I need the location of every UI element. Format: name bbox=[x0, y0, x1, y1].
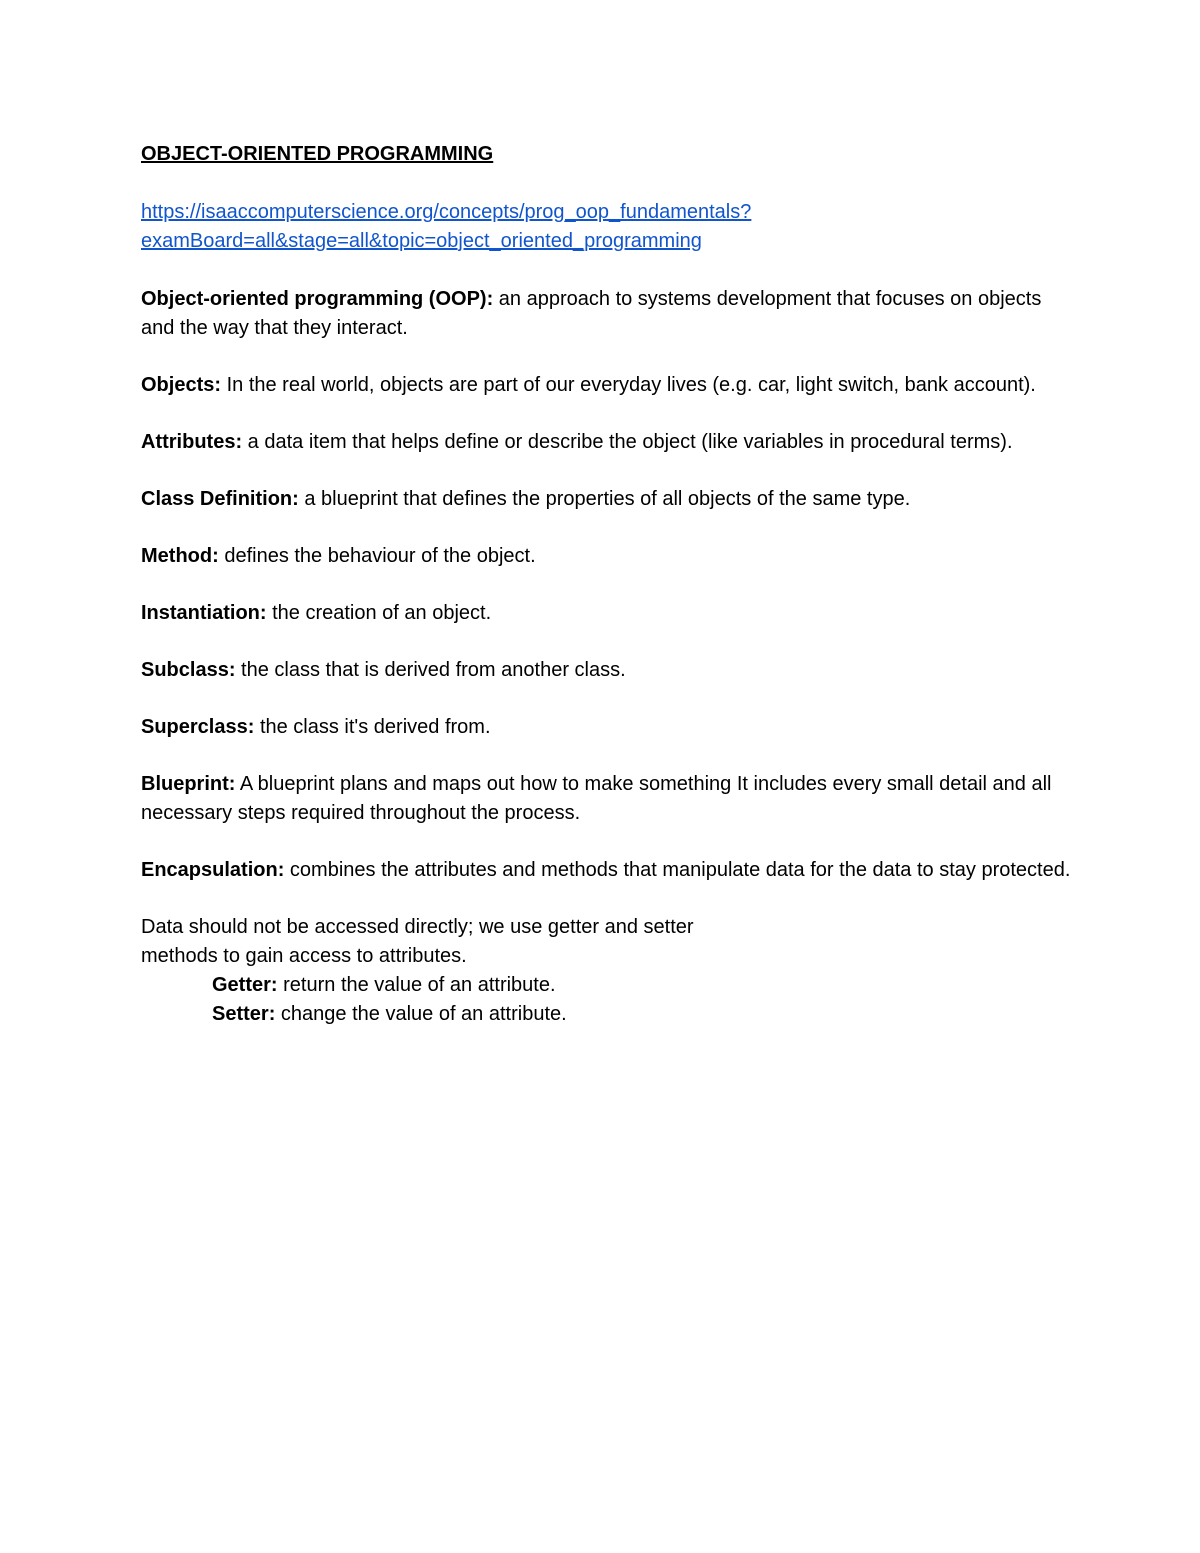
definition-text: combines the attributes and methods that manipulate data for the data to stay protected. bbox=[284, 859, 1071, 881]
definition-term: Class Definition: bbox=[141, 488, 299, 510]
getter-definition bbox=[141, 971, 1071, 1000]
definition-text: an approach to systems development that focuses on objects and the way that they interact. bbox=[141, 288, 1042, 339]
definition-term: Object-oriented programming (OOP): bbox=[141, 288, 494, 310]
definition-superclass bbox=[141, 713, 1071, 742]
definition-text: A blueprint plans and maps out how to make something It includes every small detail and all necessary steps required throughout the process. bbox=[141, 773, 1052, 824]
definition-encapsulation bbox=[141, 856, 1071, 885]
page-title: OBJECT-ORIENTED PROGRAMMING bbox=[141, 143, 494, 165]
definition-term: Attributes: bbox=[141, 431, 243, 453]
definition-blueprint bbox=[141, 770, 1071, 828]
setter-text: change the value of an attribute. bbox=[275, 1003, 567, 1025]
definition-term: Encapsulation: bbox=[141, 859, 285, 881]
definition-text: defines the behaviour of the object. bbox=[218, 545, 536, 567]
definition-attributes bbox=[141, 428, 1071, 457]
getter-term: Getter: bbox=[212, 974, 278, 996]
document-page bbox=[141, 140, 1071, 1057]
definition-method bbox=[141, 542, 1071, 571]
getter-text: return the value of an attribute. bbox=[277, 974, 556, 996]
definition-text: In the real world, objects are part of our everyday lives (e.g. car, light switch, bank account). bbox=[221, 374, 1036, 396]
definition-subclass bbox=[141, 656, 1071, 685]
definition-text: the class it's derived from. bbox=[254, 716, 491, 738]
definition-objects bbox=[141, 371, 1071, 400]
definition-term: Instantiation: bbox=[141, 602, 267, 624]
definition-text: a blueprint that defines the properties of all objects of the same type. bbox=[298, 488, 911, 510]
definition-term: Objects: bbox=[141, 374, 222, 396]
definition-text: the creation of an object. bbox=[266, 602, 492, 624]
note-line-1: Data should not be accessed directly; we use getter and setter bbox=[141, 916, 694, 938]
setter-term: Setter: bbox=[212, 1003, 276, 1025]
reference-link-line-2[interactable]: examBoard=all&stage=all&topic=object_oriented_programming bbox=[141, 230, 702, 252]
definition-text: a data item that helps define or describe the object (like variables in procedural terms). bbox=[242, 431, 1013, 453]
definition-term: Superclass: bbox=[141, 716, 255, 738]
definition-term: Method: bbox=[141, 545, 219, 567]
definition-instantiation bbox=[141, 599, 1071, 628]
definition-term: Subclass: bbox=[141, 659, 236, 681]
note-line-2: methods to gain access to attributes. bbox=[141, 945, 467, 967]
reference-link-line-1[interactable]: https://isaaccomputerscience.org/concepts/prog_oop_fundamentals? bbox=[141, 201, 752, 223]
definition-text: the class that is derived from another class. bbox=[235, 659, 626, 681]
accessor-note bbox=[141, 913, 1071, 1029]
setter-definition bbox=[141, 1000, 1071, 1029]
definition-class-definition bbox=[141, 485, 1071, 514]
definition-term: Blueprint: bbox=[141, 773, 236, 795]
definition-oop bbox=[141, 285, 1071, 343]
reference-link[interactable] bbox=[141, 198, 1071, 256]
